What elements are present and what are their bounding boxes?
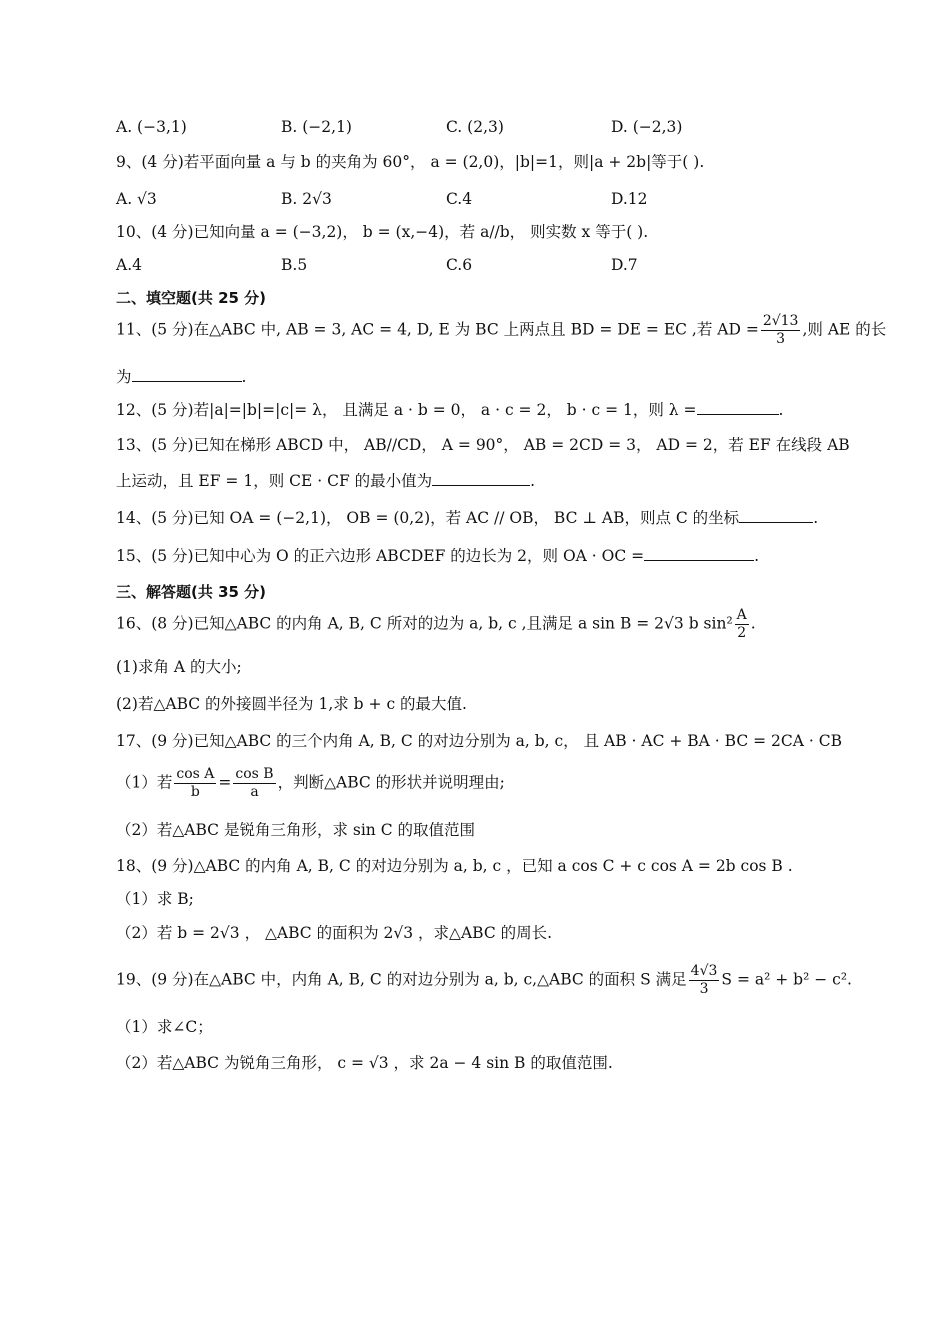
q11-line2: 为 . [116, 368, 247, 386]
q11-text-line2: 为 [116, 368, 132, 386]
q19-text-pre: 19、(9 分)在△ABC 中，内角 A, B, C 的对边分别为 a, b, c,△ABC 的面积 S 满足 [116, 970, 687, 989]
q9-option-b: B. 2√3 [281, 190, 332, 208]
q19-sub2: （2）若△ABC 为锐角三角形， c = √3 ，求 2a − 4 sin B 的取值范围. [116, 1054, 613, 1072]
q13-line2: 上运动，且 EF = 1，则 CE · CF 的最小值为 . [116, 472, 536, 490]
q9-text: 9、(4 分)若平面向量 a 与 b 的夹角为 60°， a = (2,0)，|b|=1，则|a + 2b|等于( ). [116, 153, 705, 171]
q15-line: 15、(5 分)已知中心为 O 的正六边形 ABCDEF 的边长为 2，则 OA · OC = . [116, 547, 760, 565]
q14-text: 14、(5 分)已知 OA = (−2,1)， OB = (0,2)，若 AC // OB， BC ⊥ AB，则点 C 的坐标 [116, 509, 740, 527]
q17-frac1-den: b [190, 784, 200, 800]
q17-fraction-2 [233, 766, 275, 801]
q19-sub1: （1）求∠C； [116, 1018, 213, 1036]
q16-text-post: . [750, 614, 756, 633]
q9-option-d: D.12 [611, 190, 648, 208]
q8-option-d: D. (−2,3) [611, 118, 683, 136]
q12-answer-blank[interactable] [697, 400, 779, 415]
q17-sub1-pre: （1）若 [116, 773, 173, 792]
q16-frac-num: A [736, 607, 747, 623]
q11-text-post: ,则 AE 的长 [802, 320, 887, 339]
q11-frac-num: 2√13 [762, 313, 799, 329]
q17-text: 17、(9 分)已知△ABC 的三个内角 A, B, C 的对边分别为 a, b, c， 且 AB · AC + BA · BC = 2CA · CB [116, 732, 842, 750]
q17-frac2-den: a [250, 784, 259, 800]
q16-line [116, 607, 756, 642]
q17-fraction-1 [174, 766, 216, 801]
q8-option-a: A. (−3,1) [116, 118, 187, 136]
q13-line1: 13、(5 分)已知在梯形 ABCD 中， AB//CD， A = 90°， AB = 2CD = 3， AD = 2，若 EF 在线段 AB [116, 436, 850, 454]
section-fill-in-heading: 二、填空题(共 25 分) [116, 289, 267, 307]
q11-line1 [116, 313, 886, 348]
q17-frac2-num: cos B [235, 766, 274, 782]
q10-option-d: D.7 [611, 256, 638, 274]
q14-line: 14、(5 分)已知 OA = (−2,1)， OB = (0,2)，若 AC // OB， BC ⊥ AB，则点 C 的坐标 . [116, 509, 819, 527]
q10-option-c: C.6 [446, 256, 473, 274]
q18-text: 18、(9 分)△ABC 的内角 A, B, C 的对边分别为 a, b, c ，已知 a cos C + c cos A = 2b cos B . [116, 857, 793, 875]
q10-option-b: B.5 [281, 256, 308, 274]
q17-sub1 [116, 766, 505, 801]
q19-frac-num: 4√3 [690, 963, 718, 979]
q10-text: 10、(4 分)已知向量 a = (−3,2)， b = (x,−4)，若 a//b， 则实数 x 等于( ). [116, 223, 649, 241]
q10-option-a: A.4 [116, 256, 142, 274]
q9-option-c: C.4 [446, 190, 473, 208]
q15-answer-blank[interactable] [644, 546, 754, 561]
q15-text: 15、(5 分)已知中心为 O 的正六边形 ABCDEF 的边长为 2，则 OA · OC = [116, 547, 645, 565]
q11-frac-den: 3 [776, 331, 786, 347]
q16-text-pre: 16、(8 分)已知△ABC 的内角 A, B, C 所对的边为 a, b, c ,且满足 a sin B = 2√3 b sin² [116, 614, 733, 633]
q19-text-post: S = a² + b² − c². [721, 970, 852, 989]
q18-sub1: （1）求 B; [116, 890, 194, 908]
q17-sub1-post: ，判断△ABC 的形状并说明理由; [277, 773, 505, 792]
q12-text: 12、(5 分)若|a|=|b|=|c|= λ， 且满足 a · b = 0， a · c = 2， b · c = 1，则 λ = [116, 401, 697, 419]
q13-text-line2: 上运动，且 EF = 1，则 CE · CF 的最小值为 [116, 472, 433, 490]
q16-sub2: (2)若△ABC 的外接圆半径为 1,求 b + c 的最大值. [116, 695, 467, 713]
q18-sub2: （2）若 b = 2√3 ， △ABC 的面积为 2√3 ，求△ABC 的周长. [116, 924, 553, 942]
q19-fraction [689, 963, 720, 998]
q14-answer-blank[interactable] [739, 508, 813, 523]
q17-frac1-num: cos A [176, 766, 215, 782]
q11-answer-blank[interactable] [132, 367, 242, 382]
q13-answer-blank[interactable] [432, 471, 530, 486]
q11-fraction [761, 313, 801, 348]
q16-fraction [735, 607, 749, 642]
q8-option-b: B. (−2,1) [281, 118, 352, 136]
q16-sub1: (1)求角 A 的大小; [116, 658, 242, 676]
section-solution-heading: 三、解答题(共 35 分) [116, 583, 267, 601]
q16-frac-den: 2 [737, 625, 747, 641]
q19-frac-den: 3 [699, 981, 709, 997]
q11-text-pre: 11、(5 分)在△ABC 中, AB = 3, AC = 4, D, E 为 BC 上两点且 BD = DE = EC ,若 AD = [116, 320, 759, 339]
q8-option-c: C. (2,3) [446, 118, 504, 136]
q12-line: 12、(5 分)若|a|=|b|=|c|= λ， 且满足 a · b = 0， a · c = 2， b · c = 1，则 λ = . [116, 401, 784, 419]
q17-equals: = [218, 773, 232, 792]
q19-line [116, 963, 852, 998]
q9-option-a: A. √3 [116, 190, 157, 208]
q17-sub2: （2）若△ABC 是锐角三角形，求 sin C 的取值范围 [116, 821, 475, 839]
